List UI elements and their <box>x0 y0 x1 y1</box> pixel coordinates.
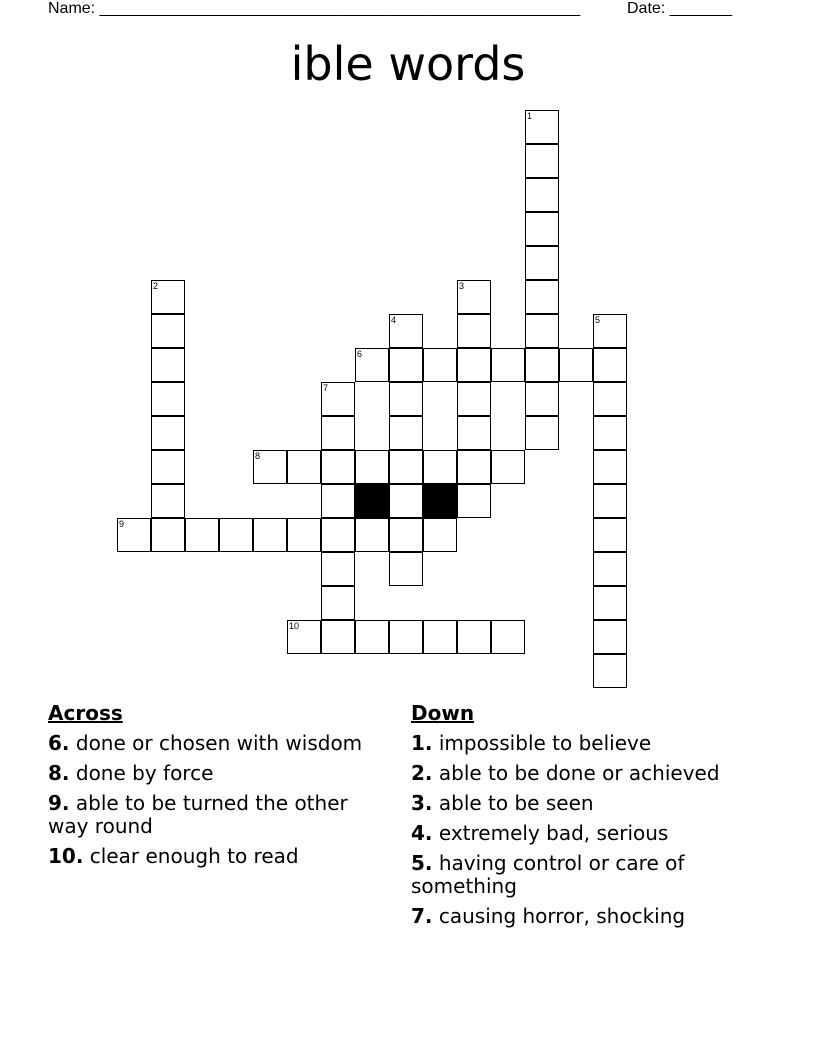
grid-cell[interactable] <box>457 484 491 518</box>
grid-cell[interactable] <box>355 518 389 552</box>
grid-cell[interactable] <box>389 484 423 518</box>
clue-number: 9. <box>48 791 70 815</box>
grid-cell[interactable] <box>151 348 185 382</box>
grid-cell[interactable] <box>423 620 457 654</box>
grid-cell[interactable] <box>151 314 185 348</box>
down-clues <box>411 702 751 935</box>
grid-cell[interactable] <box>321 382 355 416</box>
clue-text: able to be done or achieved <box>438 761 720 785</box>
clue-number: 7 <box>323 383 329 393</box>
grid-cell[interactable] <box>491 450 525 484</box>
grid-cell[interactable] <box>151 416 185 450</box>
puzzle-title: ible words <box>290 37 526 91</box>
clue-text: done or chosen with wisdom <box>75 731 363 755</box>
across-clues <box>48 702 393 875</box>
clue-text: able to be seen <box>438 791 594 815</box>
clue-number: 1 <box>527 111 533 121</box>
clue-number: 10. <box>48 844 84 868</box>
grid-cell[interactable] <box>389 450 423 484</box>
clue-number: 2. <box>411 761 433 785</box>
grid-cell[interactable] <box>389 382 423 416</box>
grid-cell[interactable] <box>491 620 525 654</box>
grid-cell[interactable] <box>151 280 185 314</box>
clue-number: 6 <box>357 349 363 359</box>
grid-cell[interactable] <box>593 314 627 348</box>
grid-cell[interactable] <box>321 620 355 654</box>
grid-cell[interactable] <box>355 348 389 382</box>
grid-cell[interactable] <box>355 450 389 484</box>
grid-cell[interactable] <box>185 518 219 552</box>
grid-cell[interactable] <box>321 518 355 552</box>
grid-cell[interactable] <box>389 416 423 450</box>
grid-cell[interactable] <box>287 450 321 484</box>
grid-cell[interactable] <box>355 620 389 654</box>
grid-cell[interactable] <box>151 518 185 552</box>
grid-cell[interactable] <box>525 246 559 280</box>
grid-cell[interactable] <box>525 382 559 416</box>
grid-block-cell <box>355 484 389 518</box>
grid-cell[interactable] <box>457 450 491 484</box>
across-clue <box>48 792 393 838</box>
clue-text: able to be turned the other way round <box>48 791 348 838</box>
across-clue <box>48 845 393 868</box>
date-field-label: Date: _______ <box>627 0 732 17</box>
clue-number: 9 <box>119 519 125 529</box>
grid-cell[interactable] <box>559 348 593 382</box>
grid-cell[interactable] <box>389 314 423 348</box>
grid-cell[interactable] <box>593 518 627 552</box>
grid-cell[interactable] <box>389 552 423 586</box>
grid-cell[interactable] <box>321 484 355 518</box>
grid-cell[interactable] <box>525 348 559 382</box>
grid-cell[interactable] <box>151 484 185 518</box>
clue-number: 10 <box>289 621 300 631</box>
grid-cell[interactable] <box>389 620 423 654</box>
clue-number: 5 <box>595 315 601 325</box>
name-field-label: Name: ______________________________________________________ <box>48 0 581 17</box>
grid-cell[interactable] <box>457 620 491 654</box>
clue-number: 3 <box>459 281 465 291</box>
down-clue <box>411 762 751 785</box>
clue-number: 8 <box>255 451 261 461</box>
grid-cell[interactable] <box>593 416 627 450</box>
grid-cell[interactable] <box>321 450 355 484</box>
grid-cell[interactable] <box>321 416 355 450</box>
clue-text: extremely bad, serious <box>438 821 669 845</box>
grid-cell[interactable] <box>151 450 185 484</box>
grid-cell[interactable] <box>287 620 321 654</box>
clue-number: 5. <box>411 851 433 875</box>
grid-cell[interactable] <box>593 654 627 688</box>
grid-cell[interactable] <box>593 484 627 518</box>
down-clue <box>411 792 751 815</box>
grid-cell[interactable] <box>593 620 627 654</box>
grid-block-cell <box>423 484 457 518</box>
grid-cell[interactable] <box>321 552 355 586</box>
clue-text: impossible to believe <box>438 731 652 755</box>
across-heading: Across <box>48 701 123 725</box>
grid-cell[interactable] <box>423 518 457 552</box>
across-clue <box>48 762 393 785</box>
grid-cell[interactable] <box>423 348 457 382</box>
grid-cell[interactable] <box>253 450 287 484</box>
clue-text: clear enough to read <box>89 844 299 868</box>
across-clue <box>48 732 393 755</box>
down-clue <box>411 732 751 755</box>
grid-cell[interactable] <box>287 518 321 552</box>
grid-cell[interactable] <box>525 280 559 314</box>
grid-cell[interactable] <box>593 586 627 620</box>
down-heading: Down <box>411 701 475 725</box>
grid-cell[interactable] <box>593 382 627 416</box>
clue-number: 4 <box>391 315 397 325</box>
grid-cell[interactable] <box>457 416 491 450</box>
clue-number: 6. <box>48 731 70 755</box>
grid-cell[interactable] <box>389 348 423 382</box>
grid-cell[interactable] <box>525 110 559 144</box>
clue-text: causing horror, shocking <box>438 904 686 928</box>
down-clue <box>411 852 751 898</box>
clue-number: 1. <box>411 731 433 755</box>
grid-cell[interactable] <box>457 280 491 314</box>
clue-number: 2 <box>153 281 159 291</box>
clue-number: 8. <box>48 761 70 785</box>
clue-text: having control or care of something <box>411 851 685 898</box>
clue-number: 3. <box>411 791 433 815</box>
grid-cell[interactable] <box>389 518 423 552</box>
grid-cell[interactable] <box>457 382 491 416</box>
grid-cell[interactable] <box>117 518 151 552</box>
grid-cell[interactable] <box>525 416 559 450</box>
grid-cell[interactable] <box>525 144 559 178</box>
grid-cell[interactable] <box>593 348 627 382</box>
grid-cell[interactable] <box>457 314 491 348</box>
clue-number: 7. <box>411 904 433 928</box>
grid-cell[interactable] <box>525 178 559 212</box>
down-clue <box>411 822 751 845</box>
grid-cell[interactable] <box>525 314 559 348</box>
grid-cell[interactable] <box>151 382 185 416</box>
grid-cell[interactable] <box>525 212 559 246</box>
clue-number: 4. <box>411 821 433 845</box>
grid-cell[interactable] <box>593 552 627 586</box>
grid-cell[interactable] <box>423 450 457 484</box>
grid-cell[interactable] <box>491 348 525 382</box>
down-clue <box>411 905 751 928</box>
clue-text: done by force <box>75 761 214 785</box>
grid-cell[interactable] <box>253 518 287 552</box>
grid-cell[interactable] <box>321 586 355 620</box>
grid-cell[interactable] <box>593 450 627 484</box>
grid-cell[interactable] <box>457 348 491 382</box>
grid-cell[interactable] <box>219 518 253 552</box>
